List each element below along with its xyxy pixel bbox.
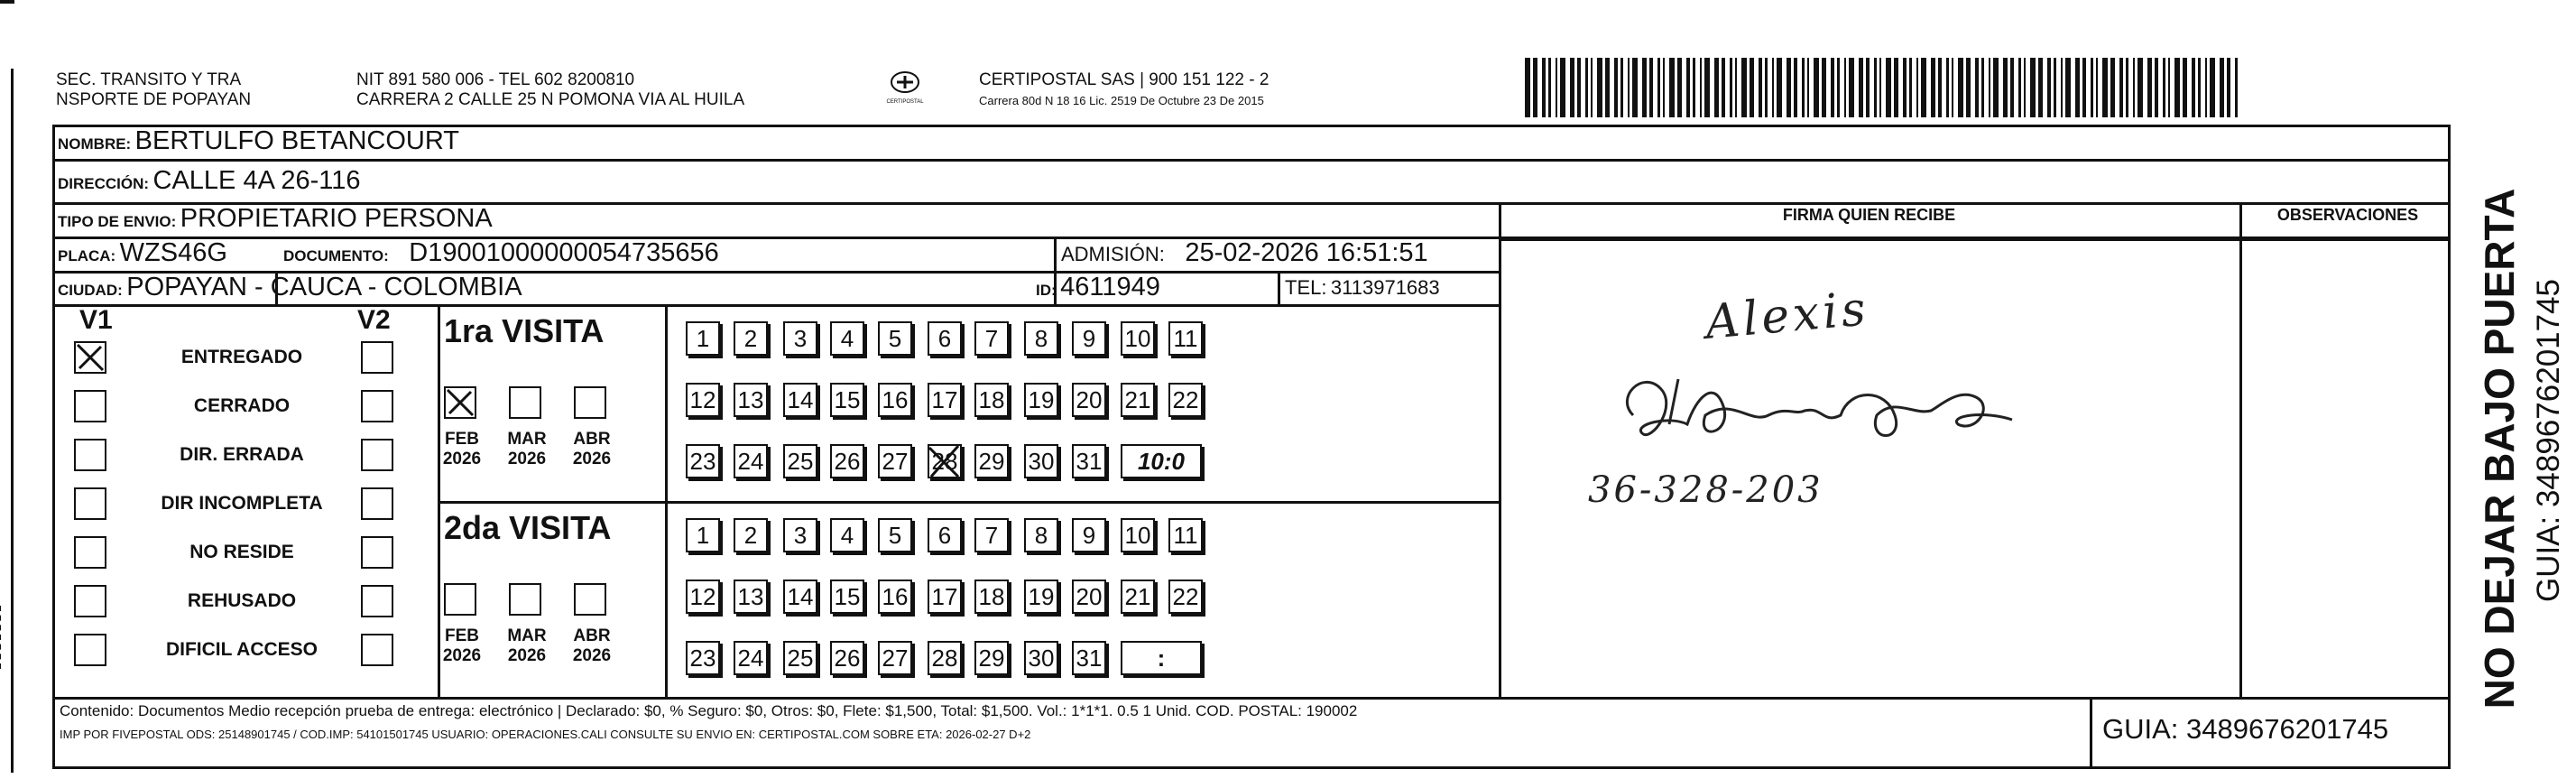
- direccion-row: [58, 166, 361, 196]
- time-box[interactable]: :: [1121, 641, 1202, 675]
- day-box[interactable]: 10: [1121, 518, 1155, 552]
- day-box[interactable]: 7: [974, 321, 1009, 356]
- day-box[interactable]: 17: [928, 383, 962, 417]
- footer-line2: IMP POR FIVEPOSTAL ODS: 25148901745 / COD.IMP: 54101501745 USUARIO: OPERACIONES.CALI CONSULTE SU ENVIO EN: CERTIPOSTAL.COM SOBRE ETA: 2026-02-27 D+2: [60, 728, 1031, 741]
- day-box[interactable]: 10: [1121, 321, 1155, 356]
- status-label: ENTREGADO: [180, 347, 303, 367]
- nombre-row: [58, 126, 459, 156]
- day-box[interactable]: 24: [734, 444, 768, 478]
- company-info: [979, 70, 1269, 108]
- tipo-label: TIPO DE ENVIO:: [58, 213, 177, 230]
- status-label: DIR. ERRADA: [180, 444, 304, 465]
- day-box[interactable]: 24: [734, 641, 768, 675]
- status-label: NO RESIDE: [189, 542, 294, 562]
- day-box[interactable]: 26: [830, 641, 864, 675]
- certipostal-logo: [880, 70, 930, 108]
- status-v1-checkbox[interactable]: [74, 390, 106, 422]
- month-checkbox[interactable]: [509, 386, 541, 419]
- day-box[interactable]: 5: [878, 321, 912, 356]
- month-checkbox[interactable]: [444, 386, 476, 419]
- day-box[interactable]: 21: [1121, 383, 1155, 417]
- id-label: ID:: [1036, 282, 1057, 299]
- day-box[interactable]: 9: [1072, 518, 1106, 552]
- day-box[interactable]: 2: [734, 518, 768, 552]
- signature-name: Alexis: [1703, 282, 1871, 350]
- issuer-name: [56, 70, 251, 110]
- signature-area: [1516, 262, 2220, 587]
- status-v1-checkbox[interactable]: [74, 634, 106, 666]
- issuer-contact: [356, 70, 744, 110]
- status-v2-checkbox[interactable]: [361, 634, 393, 666]
- top-corner-mark: [0, 0, 14, 4]
- day-box[interactable]: 31: [1072, 641, 1106, 675]
- day-box[interactable]: 22: [1168, 383, 1203, 417]
- issuer-address: CARRERA 2 CALLE 25 N POMONA VIA AL HUILA: [356, 90, 745, 109]
- logo-text: CERTIPOSTAL: [886, 99, 924, 105]
- admision-value: 25-02-2026 16:51:51: [1185, 238, 1428, 267]
- ciudad-label: CIUDAD:: [58, 282, 123, 299]
- day-box[interactable]: 2: [734, 321, 768, 356]
- status-v2-checkbox[interactable]: [361, 390, 393, 422]
- ciudad-field: [58, 273, 522, 302]
- id-value: 4611949: [1060, 273, 1160, 301]
- day-box[interactable]: 21: [1121, 580, 1155, 614]
- month-checkbox[interactable]: [574, 386, 606, 419]
- day-box[interactable]: 29: [974, 641, 1009, 675]
- day-box[interactable]: 30: [1024, 641, 1058, 675]
- month-label: MAR 2026: [507, 626, 547, 665]
- company-name: CERTIPOSTAL SAS | 900 151 122 - 2: [979, 70, 1270, 89]
- status-label: DIR INCOMPLETA: [161, 493, 323, 514]
- day-box[interactable]: 12: [686, 383, 720, 417]
- status-v1-checkbox[interactable]: [74, 536, 106, 569]
- direccion-value: CALLE 4A 26-116: [152, 166, 361, 195]
- tel-value: 3113971683: [1330, 276, 1440, 299]
- status-label: DIFICIL ACCESO: [165, 639, 318, 660]
- day-box[interactable]: 3: [783, 321, 817, 356]
- handwritten-signature: [1615, 361, 2039, 460]
- day-box[interactable]: 8: [1024, 518, 1058, 552]
- day-box[interactable]: 18: [974, 383, 1009, 417]
- day-box[interactable]: 3: [783, 518, 817, 552]
- status-v2-checkbox[interactable]: [361, 341, 393, 374]
- issuer-line1: SEC. TRANSITO Y TRA: [56, 70, 242, 89]
- day-box[interactable]: 5: [878, 518, 912, 552]
- day-box[interactable]: 16: [878, 383, 912, 417]
- day-box[interactable]: 13: [734, 580, 768, 614]
- placa-value: WZS46G: [119, 238, 227, 267]
- status-v2-checkbox[interactable]: [361, 536, 393, 569]
- status-v1-checkbox[interactable]: [74, 341, 106, 374]
- status-v2-checkbox[interactable]: [361, 487, 393, 520]
- month-label: FEB 2026: [442, 430, 482, 468]
- tel-label: TEL:: [1285, 276, 1327, 299]
- month-label: ABR 2026: [572, 430, 612, 468]
- status-v1-checkbox[interactable]: [74, 439, 106, 471]
- day-box[interactable]: 14: [783, 383, 817, 417]
- day-box[interactable]: 20: [1072, 580, 1106, 614]
- company-address: Carrera 80d N 18 16 Lic. 2519 De Octubre 23 De 2015: [979, 94, 1264, 107]
- day-box[interactable]: 15: [830, 383, 864, 417]
- status-v2-checkbox[interactable]: [361, 439, 393, 471]
- day-box[interactable]: 7: [974, 518, 1009, 552]
- month-label: MAR 2026: [507, 430, 547, 468]
- day-box[interactable]: 1: [686, 518, 720, 552]
- month-checkbox[interactable]: [574, 583, 606, 616]
- v2-header: V2: [357, 305, 391, 335]
- tipo-row: [58, 204, 493, 234]
- direccion-label: DIRECCIÓN:: [58, 175, 150, 192]
- tel-field: [1285, 276, 1440, 300]
- day-box[interactable]: 19: [1024, 383, 1058, 417]
- nombre-label: NOMBRE:: [58, 135, 132, 153]
- nombre-value: BERTULFO BETANCOURT: [134, 126, 459, 155]
- day-box[interactable]: 13: [734, 383, 768, 417]
- day-box[interactable]: 8: [1024, 321, 1058, 356]
- day-box[interactable]: 12: [686, 580, 720, 614]
- side-text: [2454, 126, 2576, 758]
- tipo-value: PROPIETARIO PERSONA: [180, 204, 493, 233]
- firma-header: FIRMA QUIEN RECIBE: [1782, 206, 1956, 224]
- month-label: ABR 2026: [572, 626, 612, 665]
- barcode: [1525, 58, 2242, 117]
- day-box[interactable]: 6: [928, 321, 962, 356]
- day-box[interactable]: 28: [928, 444, 962, 478]
- footer-guia: GUIA: 3489676201745: [2102, 713, 2389, 745]
- documento-value: D19001000000054735656: [409, 238, 719, 267]
- day-box[interactable]: 25: [783, 444, 817, 478]
- documento-label: DOCUMENTO:: [283, 247, 389, 264]
- v1-header: V1: [79, 305, 113, 335]
- nit-text: NIT 891 580 006 - TEL 602 8200810: [356, 70, 635, 89]
- day-box[interactable]: 20: [1072, 383, 1106, 417]
- status-label: CERRADO: [193, 395, 291, 416]
- no-dejar-bajo-puerta: NO DEJAR BAJO PUERTA: [2476, 188, 2523, 709]
- day-box[interactable]: 17: [928, 580, 962, 614]
- placa-label: PLACA:: [58, 247, 116, 264]
- status-v1-checkbox[interactable]: [74, 585, 106, 617]
- day-box[interactable]: 26: [830, 444, 864, 478]
- day-box[interactable]: 31: [1072, 444, 1106, 478]
- documento-field: [283, 238, 719, 268]
- visit-title: 2da VISITA: [444, 509, 612, 546]
- day-box[interactable]: 11: [1168, 518, 1203, 552]
- day-box[interactable]: 27: [878, 641, 912, 675]
- observaciones-header: OBSERVACIONES: [2276, 206, 2419, 224]
- day-box[interactable]: 30: [1024, 444, 1058, 478]
- day-box[interactable]: 11: [1168, 321, 1203, 356]
- day-box[interactable]: 14: [783, 580, 817, 614]
- placa-field: [58, 238, 227, 268]
- left-rotated-code: [0, 606, 10, 669]
- day-box[interactable]: 28: [928, 641, 962, 675]
- status-v1-checkbox[interactable]: [74, 487, 106, 520]
- id-field: [1036, 273, 1160, 302]
- day-box[interactable]: 6: [928, 518, 962, 552]
- day-box[interactable]: 23: [686, 641, 720, 675]
- day-box[interactable]: 15: [830, 580, 864, 614]
- day-box[interactable]: 9: [1072, 321, 1106, 356]
- day-box[interactable]: 18: [974, 580, 1009, 614]
- day-box[interactable]: 23: [686, 444, 720, 478]
- day-box[interactable]: 1: [686, 321, 720, 356]
- admision-label: ADMISIÓN:: [1061, 243, 1165, 265]
- month-checkbox[interactable]: [444, 583, 476, 616]
- day-box[interactable]: 4: [830, 321, 864, 356]
- day-box[interactable]: 19: [1024, 580, 1058, 614]
- issuer-line2: NSPORTE DE POPAYAN: [56, 90, 252, 109]
- status-label: REHUSADO: [187, 590, 297, 611]
- signature-number: 36-328-203: [1588, 469, 1824, 511]
- footer-line1: Contenido: Documentos Medio recepción prueba de entrega: electrónico | Declarado: $0, % Seguro: $0, Otros: $0, Flete: $1,500, Total: $1,500. Vol.: 1*1*1. 0.5 1 Unid. COD. POSTAL: 190002: [60, 702, 1358, 719]
- day-box[interactable]: 27: [878, 444, 912, 478]
- day-box[interactable]: 4: [830, 518, 864, 552]
- status-v2-checkbox[interactable]: [361, 585, 393, 617]
- day-box[interactable]: 22: [1168, 580, 1203, 614]
- admision-field: [1061, 238, 1428, 268]
- day-box[interactable]: 25: [783, 641, 817, 675]
- time-box[interactable]: 10:0: [1121, 444, 1202, 478]
- visit-title: 1ra VISITA: [444, 312, 605, 349]
- day-box[interactable]: 29: [974, 444, 1009, 478]
- side-guia: GUIA: 3489676201745: [2531, 278, 2566, 603]
- day-box[interactable]: 16: [878, 580, 912, 614]
- month-checkbox[interactable]: [509, 583, 541, 616]
- ciudad-value: POPAYAN - CAUCA - COLOMBIA: [126, 273, 522, 301]
- month-label: FEB 2026: [442, 626, 482, 665]
